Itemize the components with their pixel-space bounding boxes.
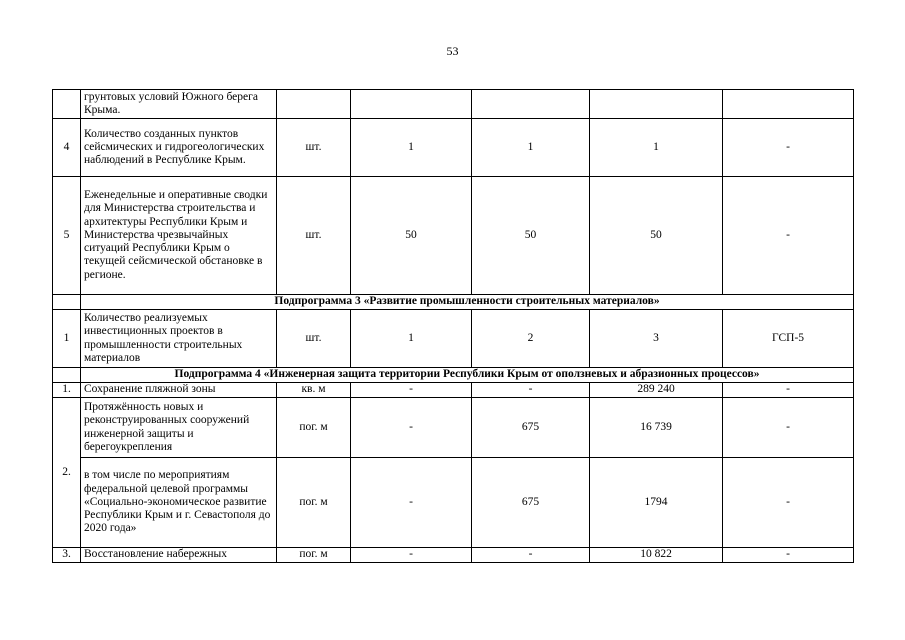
value-cell: 675	[472, 398, 590, 458]
table-row	[53, 119, 854, 177]
value-cell: -	[723, 177, 854, 295]
value-cell: -	[351, 548, 472, 563]
value-cell: -	[351, 383, 472, 398]
unit-cell: пог. м	[277, 548, 351, 563]
indicator-cell: Количество созданных пунктов сейсмических и гидрогеологических наблюдений в Республике Крым.	[81, 119, 277, 177]
unit-cell: пог. м	[277, 398, 351, 458]
table-row	[53, 548, 854, 563]
table-row	[53, 310, 854, 368]
value-cell: -	[723, 548, 854, 563]
unit-cell: шт.	[277, 177, 351, 295]
value-cell: -	[723, 458, 854, 548]
value-cell: 1794	[590, 458, 723, 548]
unit-cell	[277, 90, 351, 119]
value-cell: 1	[472, 119, 590, 177]
row-number	[53, 90, 81, 119]
row-number: 3.	[53, 548, 81, 563]
row-number: 5	[53, 177, 81, 295]
value-cell	[590, 90, 723, 119]
table-row	[53, 177, 854, 295]
value-cell: -	[723, 398, 854, 458]
value-cell: -	[723, 383, 854, 398]
subprogram-title: Подпрограмма 4 «Инженерная защита территории Республики Крым от оползневых и абразионных процессов»	[81, 368, 854, 383]
table-row	[53, 458, 854, 548]
value-cell: 289 240	[590, 383, 723, 398]
unit-cell: кв. м	[277, 383, 351, 398]
unit-cell: шт.	[277, 119, 351, 177]
page-number: 53	[446, 44, 459, 58]
table-row	[53, 90, 854, 119]
indicator-cell: Восстановление набережных	[81, 548, 277, 563]
value-cell: -	[723, 119, 854, 177]
row-number: 4	[53, 119, 81, 177]
row-number: 1	[53, 310, 81, 368]
value-cell: 3	[590, 310, 723, 368]
indicator-cell: Протяжённость новых и реконструированных сооружений инженерной защиты и берегоукрепления	[81, 398, 277, 458]
value-cell: -	[351, 398, 472, 458]
value-cell: ГСП-5	[723, 310, 854, 368]
unit-cell: пог. м	[277, 458, 351, 548]
value-cell: 1	[351, 310, 472, 368]
indicator-cell: грунтовых условий Южного берега Крыма.	[81, 90, 277, 119]
indicators-table	[52, 89, 854, 563]
value-cell: 2	[472, 310, 590, 368]
value-cell: 50	[472, 177, 590, 295]
indicator-cell: Сохранение пляжной зоны	[81, 383, 277, 398]
unit-cell: шт.	[277, 310, 351, 368]
value-cell: 16 739	[590, 398, 723, 458]
table-row	[53, 383, 854, 398]
value-cell: -	[472, 383, 590, 398]
indicator-cell: Еженедельные и оперативные сводки для Министерства строительства и архитектуры Республики Крым и Министерства чрезвычайных ситуаций Республики Крым о текущей сейсмической обстановке в регионе.	[81, 177, 277, 295]
indicator-cell: в том числе по мероприятиям федеральной целевой программы «Социально-экономическое развитие Республики Крым и г. Севастополя до 2020 года»	[81, 458, 277, 548]
row-number	[53, 295, 81, 310]
value-cell: 675	[472, 458, 590, 548]
table-row	[53, 398, 854, 458]
value-cell: -	[351, 458, 472, 548]
row-number: 1.	[53, 383, 81, 398]
value-cell	[472, 90, 590, 119]
value-cell	[723, 90, 854, 119]
value-cell: -	[472, 548, 590, 563]
subprogram-header-row	[53, 295, 854, 310]
value-cell: 10 822	[590, 548, 723, 563]
row-number	[53, 368, 81, 383]
value-cell: 50	[351, 177, 472, 295]
indicator-cell: Количество реализуемых инвестиционных проектов в промышленности строительных материалов	[81, 310, 277, 368]
subprogram-title: Подпрограмма 3 «Развитие промышленности строительных материалов»	[81, 295, 854, 310]
value-cell	[351, 90, 472, 119]
value-cell: 1	[590, 119, 723, 177]
value-cell: 50	[590, 177, 723, 295]
subprogram-header-row	[53, 368, 854, 383]
value-cell: 1	[351, 119, 472, 177]
row-number: 2.	[53, 398, 81, 548]
